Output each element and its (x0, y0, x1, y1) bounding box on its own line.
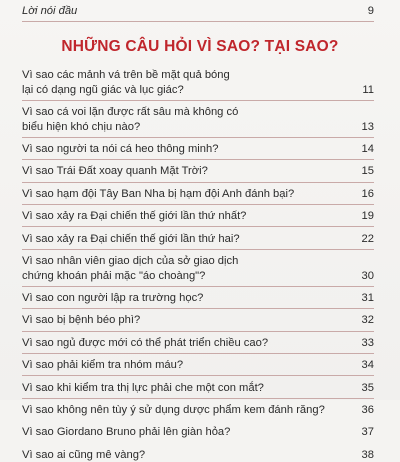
toc-entry-line: Vì sao Trái Đất xoay quanh Mặt Trời? (22, 165, 208, 178)
toc-row (22, 142, 374, 157)
toc-entry-page: 33 (361, 336, 374, 349)
toc-entry-title (22, 254, 362, 283)
toc-row (22, 291, 374, 306)
toc-entry-title (22, 232, 362, 247)
divider (22, 331, 374, 332)
toc-entry-page: 22 (361, 232, 374, 245)
toc-entry-title (22, 209, 362, 224)
toc-entry-line: lại có dạng ngũ giác và lục giác? (22, 83, 184, 96)
toc-entry-title (22, 425, 362, 440)
toc-entry-line: Vì sao ai cũng mê vàng? (22, 448, 146, 461)
toc-entry-title (22, 448, 362, 462)
toc-entry-line: Vì sao ngủ được mới có thể phát triển chiều cao? (22, 336, 269, 349)
divider (22, 375, 374, 376)
section-title: NHỮNG CÂU HỎI VÌ SAO? TẠI SAO? (61, 38, 339, 55)
toc-entry-title (22, 105, 362, 134)
toc-entry-line: Vì sao hạm đội Tây Ban Nha bị hạm đội Anh đánh bại? (22, 187, 295, 200)
toc-entry-title (22, 187, 362, 202)
toc-entry-line: Vì sao khi kiểm tra thị lực phải che một con mắt? (22, 381, 264, 394)
toc-entry-title (22, 164, 362, 179)
divider (22, 398, 374, 399)
toc-row (22, 209, 374, 224)
toc-entry-line: Vì sao người ta nói cá heo thông minh? (22, 143, 219, 155)
toc-entry-page: 30 (361, 269, 374, 282)
divider (22, 308, 374, 309)
toc-row (22, 358, 374, 373)
toc-entry-title (22, 291, 362, 306)
toc-row (22, 425, 374, 440)
toc-entry-line: Vì sao bị bệnh béo phì? (22, 314, 141, 327)
divider (22, 21, 374, 22)
divider (22, 286, 374, 287)
toc-entry-line: Vì sao xảy ra Đại chiến thế giới lần thứ nhất? (22, 210, 247, 223)
toc-entry-line: Vì sao các mảnh vá trên bề mặt quả bóng (22, 69, 230, 81)
toc-entry-page: 31 (361, 292, 374, 304)
toc-entry-title (22, 403, 362, 418)
toc-entry-page: 9 (367, 5, 374, 17)
toc-row (22, 105, 374, 134)
toc-entry-line: Vì sao không nên tùy ý sử dụng dược phẩm kem đánh răng? (22, 404, 325, 416)
toc-row (22, 254, 374, 283)
divider (22, 249, 374, 250)
toc-entry-title (22, 381, 362, 396)
toc-row (22, 68, 374, 97)
toc-entry-line: biểu hiện khó chịu nào? (22, 120, 141, 133)
toc-entry-title (22, 142, 362, 157)
toc-entry-page: 36 (361, 404, 374, 416)
toc-row (22, 403, 374, 418)
toc-entry-title (22, 313, 362, 328)
toc-entry-page: 19 (361, 210, 374, 223)
toc-row (22, 164, 374, 179)
toc-entry-page: 37 (361, 426, 374, 439)
toc-entry-line: Vì sao Giordano Bruno phải lên giàn hỏa? (22, 426, 231, 439)
toc-entry-line: Vì sao phải kiểm tra nhóm máu? (22, 359, 184, 372)
toc-row (22, 232, 374, 247)
toc-entry-title: Lời nói đầu (22, 5, 78, 17)
toc-entry-page: 11 (362, 83, 374, 96)
divider (22, 182, 374, 183)
toc-entry-line: Vì sao con người lập ra trường học? (22, 292, 204, 304)
toc-row (22, 381, 374, 396)
toc-entry-page: 16 (361, 187, 374, 200)
toc-entry-page: 34 (361, 359, 374, 372)
divider (22, 137, 374, 138)
divider (22, 159, 374, 160)
toc-entry-title (22, 68, 362, 97)
toc-entry-line: chứng khoán phải mặc "áo choàng"? (22, 269, 206, 282)
toc-entry-line: Vì sao xảy ra Đại chiến thế giới lần thứ hai? (22, 232, 240, 245)
toc-entry-title (22, 336, 362, 351)
divider (22, 204, 374, 205)
divider (22, 100, 374, 101)
toc-entry-line: Vì sao nhân viên giao dịch của sở giao dịch (22, 255, 239, 267)
toc-row (22, 448, 374, 462)
toc-entry-page: 35 (361, 381, 374, 394)
toc-entry-title (22, 358, 362, 373)
toc-entry-page: 38 (361, 448, 374, 461)
toc-entry-page: 14 (361, 143, 374, 155)
toc-row (22, 187, 374, 202)
divider (22, 226, 374, 227)
toc-row (22, 313, 374, 328)
toc-row (22, 336, 374, 351)
toc-row-intro (22, 4, 374, 18)
divider (22, 353, 374, 354)
toc-entry-page: 13 (361, 120, 374, 133)
toc-entry-page: 32 (361, 314, 374, 327)
toc-entry-line: Vì sao cá voi lặn được rất sâu mà không có (22, 106, 239, 118)
toc-entry-page: 15 (361, 165, 374, 178)
